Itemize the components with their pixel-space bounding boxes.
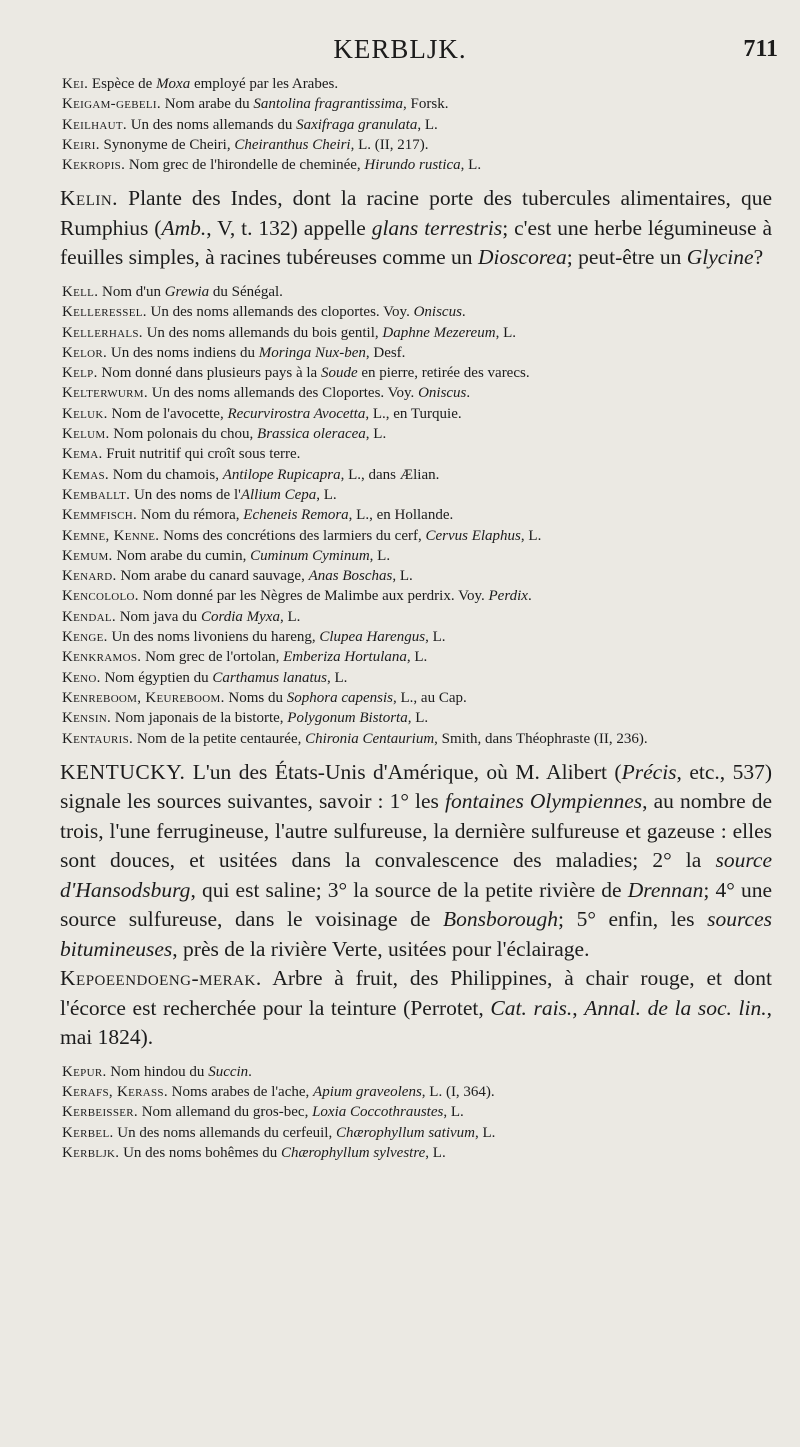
- entry-headword: Kemas.: [62, 466, 109, 483]
- entry-definition: Un des noms livoniens du hareng, Clupea Harengus, L.: [107, 629, 446, 646]
- running-head: KERBLJK.: [333, 34, 467, 64]
- dictionary-entry: [60, 688, 772, 708]
- entry-definition: Arbre à fruit, des Philippines, à chair rouge, et dont l'écorce est recherchée pour la teinture (Perrotet, Cat. rais., Annal. de la soc. lin., mai 1824).: [60, 966, 772, 1050]
- entry-definition: Synonyme de Cheiri, Cheiranthus Cheiri, L. (II, 217).: [99, 136, 429, 153]
- entry-headword: Kencololo.: [62, 588, 139, 605]
- dictionary-entry: [60, 94, 772, 114]
- entry-headword: Kema.: [62, 446, 103, 463]
- dictionary-entry: [60, 282, 772, 302]
- entry-definition: Fruit nutritif qui croît sous terre.: [102, 446, 301, 463]
- dictionary-entry: [60, 647, 772, 667]
- page-header: [0, 28, 800, 68]
- dictionary-entry: [60, 323, 772, 343]
- entry-definition: Un des noms allemands des cloportes. Voy. Oniscus.: [146, 304, 466, 321]
- entry-headword: Kepoeendoeng-merak.: [60, 966, 262, 991]
- entry-headword: Keluk.: [62, 405, 108, 422]
- dictionary-entry: [60, 607, 772, 627]
- entry-definition: Un des noms allemands du cerfeuil, Chærophyllum sativum, L.: [113, 1124, 496, 1141]
- entry-headword: Kentauris.: [62, 730, 134, 747]
- dictionary-entry: [60, 155, 772, 175]
- dictionary-entry: [60, 566, 772, 586]
- entry-definition: Nom égyptien du Carthamus lanatus, L.: [100, 669, 348, 686]
- entry-definition: Nom java du Cordia Myxa, L.: [115, 608, 301, 625]
- entry-headword: Kenkramos.: [62, 649, 142, 666]
- entry-headword: Kekropis.: [62, 157, 126, 174]
- entry-headword: Kendal.: [62, 608, 116, 625]
- entry-headword: Keigam-gebeli.: [62, 96, 161, 113]
- entry-headword: Keno.: [62, 669, 101, 686]
- entry-definition: Nom d'un Grewia du Sénégal.: [98, 283, 283, 300]
- entry-headword: Kemum.: [62, 547, 113, 564]
- dictionary-entry: [60, 404, 772, 424]
- entry-headword: Keiri.: [62, 136, 100, 153]
- entries-column: [60, 74, 772, 1163]
- dictionary-entry: [60, 1082, 772, 1102]
- entry-headword: Kemmfisch.: [62, 507, 138, 524]
- entry-definition: Nom donné par les Nègres de Malimbe aux perdrix. Voy. Perdix.: [138, 588, 532, 605]
- entry-definition: Noms arabes de l'ache, Apium graveolens, L. (I, 364).: [167, 1084, 495, 1101]
- dictionary-entry: [60, 708, 772, 728]
- dictionary-entry: [60, 586, 772, 606]
- dictionary-entry: [60, 546, 772, 566]
- entry-headword: Kelin.: [60, 186, 119, 211]
- entry-definition: Nom de la petite centaurée, Chironia Centaurium, Smith, dans Théophraste (II, 236).: [133, 730, 648, 747]
- dictionary-entry: [60, 74, 772, 94]
- entry-definition: Nom hindou du Succin.: [106, 1063, 252, 1080]
- dictionary-entry: [60, 444, 772, 464]
- dictionary-entry: [60, 485, 772, 505]
- page-number: 711: [743, 36, 778, 62]
- entry-headword: Kerbljk.: [62, 1145, 120, 1161]
- dictionary-entry: [60, 505, 772, 525]
- dictionary-entry: [60, 964, 772, 1053]
- dictionary-entry: [60, 135, 772, 155]
- entry-headword: Kemballt.: [62, 486, 131, 503]
- entry-headword: Kerafs, Kerass.: [62, 1084, 168, 1101]
- dictionary-entry: [60, 627, 772, 647]
- entry-headword: Kenard.: [62, 568, 117, 585]
- dictionary-entry: [60, 1143, 772, 1163]
- entry-headword: Kelleressel.: [62, 304, 147, 321]
- entry-definition: Nom arabe du Santolina fragrantissima, Forsk.: [160, 96, 449, 113]
- dictionary-entry: [60, 343, 772, 363]
- entry-definition: Nom arabe du cumin, Cuminum Cyminum, L.: [112, 547, 391, 564]
- entry-headword: Kerbel.: [62, 1124, 114, 1141]
- entry-definition: Nom polonais du chou, Brassica oleracea, L.: [109, 426, 387, 443]
- entry-definition: Espèce de Moxa employé par les Arabes.: [88, 76, 339, 92]
- dictionary-entry: [60, 1062, 772, 1082]
- entry-headword: Kemne, Kenne.: [62, 527, 160, 544]
- dictionary-entry: [60, 1123, 772, 1143]
- dictionary-entry: [60, 302, 772, 322]
- dictionary-entry: [60, 1102, 772, 1122]
- entry-definition: Noms du Sophora capensis, L., au Cap.: [224, 689, 467, 706]
- entry-headword: Kelor.: [62, 344, 108, 361]
- entry-definition: Un des noms indiens du Moringa Nux-ben, Desf.: [107, 344, 406, 361]
- entry-headword: Kenge.: [62, 629, 108, 646]
- entry-headword: Kenreboom, Keureboom.: [62, 689, 225, 706]
- dictionary-entry: [60, 729, 772, 749]
- dictionary-entry: [60, 668, 772, 688]
- entry-headword: KENTUCKY.: [60, 759, 186, 784]
- dictionary-entry: [60, 184, 772, 273]
- entry-headword: Keilhaut.: [62, 116, 127, 133]
- dictionary-entry: [60, 363, 772, 383]
- entry-headword: Kelp.: [62, 365, 98, 382]
- entry-definition: Un des noms allemands des Cloportes. Voy. Oniscus.: [147, 385, 471, 402]
- entry-headword: Kei.: [62, 76, 89, 92]
- entry-headword: Kell.: [62, 283, 99, 300]
- entry-headword: Kepur.: [62, 1063, 107, 1080]
- entry-definition: Nom de l'avocette, Recurvirostra Avocetta, L., en Turquie.: [107, 405, 462, 422]
- entry-definition: Nom du rémora, Echeneis Remora, L., en Hollande.: [137, 507, 454, 524]
- dictionary-entry: [60, 115, 772, 135]
- dictionary-entry: [60, 758, 772, 965]
- entry-headword: Kerbeisser.: [62, 1104, 138, 1121]
- entry-headword: Kensin.: [62, 710, 112, 727]
- entry-definition: Nom donné dans plusieurs pays à la Soude en pierre, retirée des varecs.: [97, 365, 530, 382]
- entry-headword: Kelum.: [62, 426, 110, 443]
- entry-definition: Noms des concrétions des larmiers du cerf, Cervus Elaphus, L.: [159, 527, 542, 544]
- dictionary-entry: [60, 465, 772, 485]
- entry-definition: Nom grec de l'ortolan, Emberiza Hortulana, L.: [141, 649, 428, 666]
- entry-definition: Nom du chamois, Antilope Rupicapra, L., dans Ælian.: [108, 466, 440, 483]
- entry-definition: Un des noms de l'Allium Cepa, L.: [130, 486, 337, 503]
- entry-definition: Nom japonais de la bistorte, Polygonum Bistorta, L.: [111, 710, 429, 727]
- dictionary-entry: [60, 526, 772, 546]
- entry-definition: Un des noms bohêmes du Chærophyllum sylvestre, L.: [119, 1145, 446, 1161]
- entry-definition: Plante des Indes, dont la racine porte des tubercules alimentaires, que Rumphius (Amb., V, t. 132) appelle glans terrestris; c'est une herbe légumineuse à feuilles simples, à racines tubéreuses comme un Dioscorea; peut-être un Glycine?: [60, 186, 772, 270]
- dictionary-entry: [60, 383, 772, 403]
- entry-definition: Nom grec de l'hirondelle de cheminée, Hirundo rustica, L.: [125, 157, 482, 174]
- entry-definition: L'un des États-Unis d'Amérique, où M. Alibert (Précis, etc., 537) signale les sources suivantes, savoir : 1° les fontaines Olympiennes, au nombre de trois, l'une ferrugineuse, l'autre sulfureuse, la dernière sulfureuse et gazeuse : elles sont douces, et usitées dans la convalescence des maladies; 2° la source d'Hansodsburg, qui est saline; 3° la source de la petite rivière de Drennan; 4° une source sulfureuse, dans le voisinage de Bonsborough; 5° enfin, les sources bitumineuses, près de la rivière Verte, usitées pour l'éclairage.: [60, 759, 773, 961]
- entry-definition: Un des noms allemands du bois gentil, Daphne Mezereum, L.: [142, 324, 516, 341]
- entry-definition: Un des noms allemands du Saxifraga granulata, L.: [126, 116, 438, 133]
- entry-definition: Nom allemand du gros-bec, Loxia Coccothraustes, L.: [137, 1104, 464, 1121]
- entry-definition: Nom arabe du canard sauvage, Anas Boschas, L.: [116, 568, 413, 585]
- dictionary-entry: [60, 424, 772, 444]
- entry-headword: Kelterwurm.: [62, 385, 148, 402]
- entry-headword: Kellerhals.: [62, 324, 143, 341]
